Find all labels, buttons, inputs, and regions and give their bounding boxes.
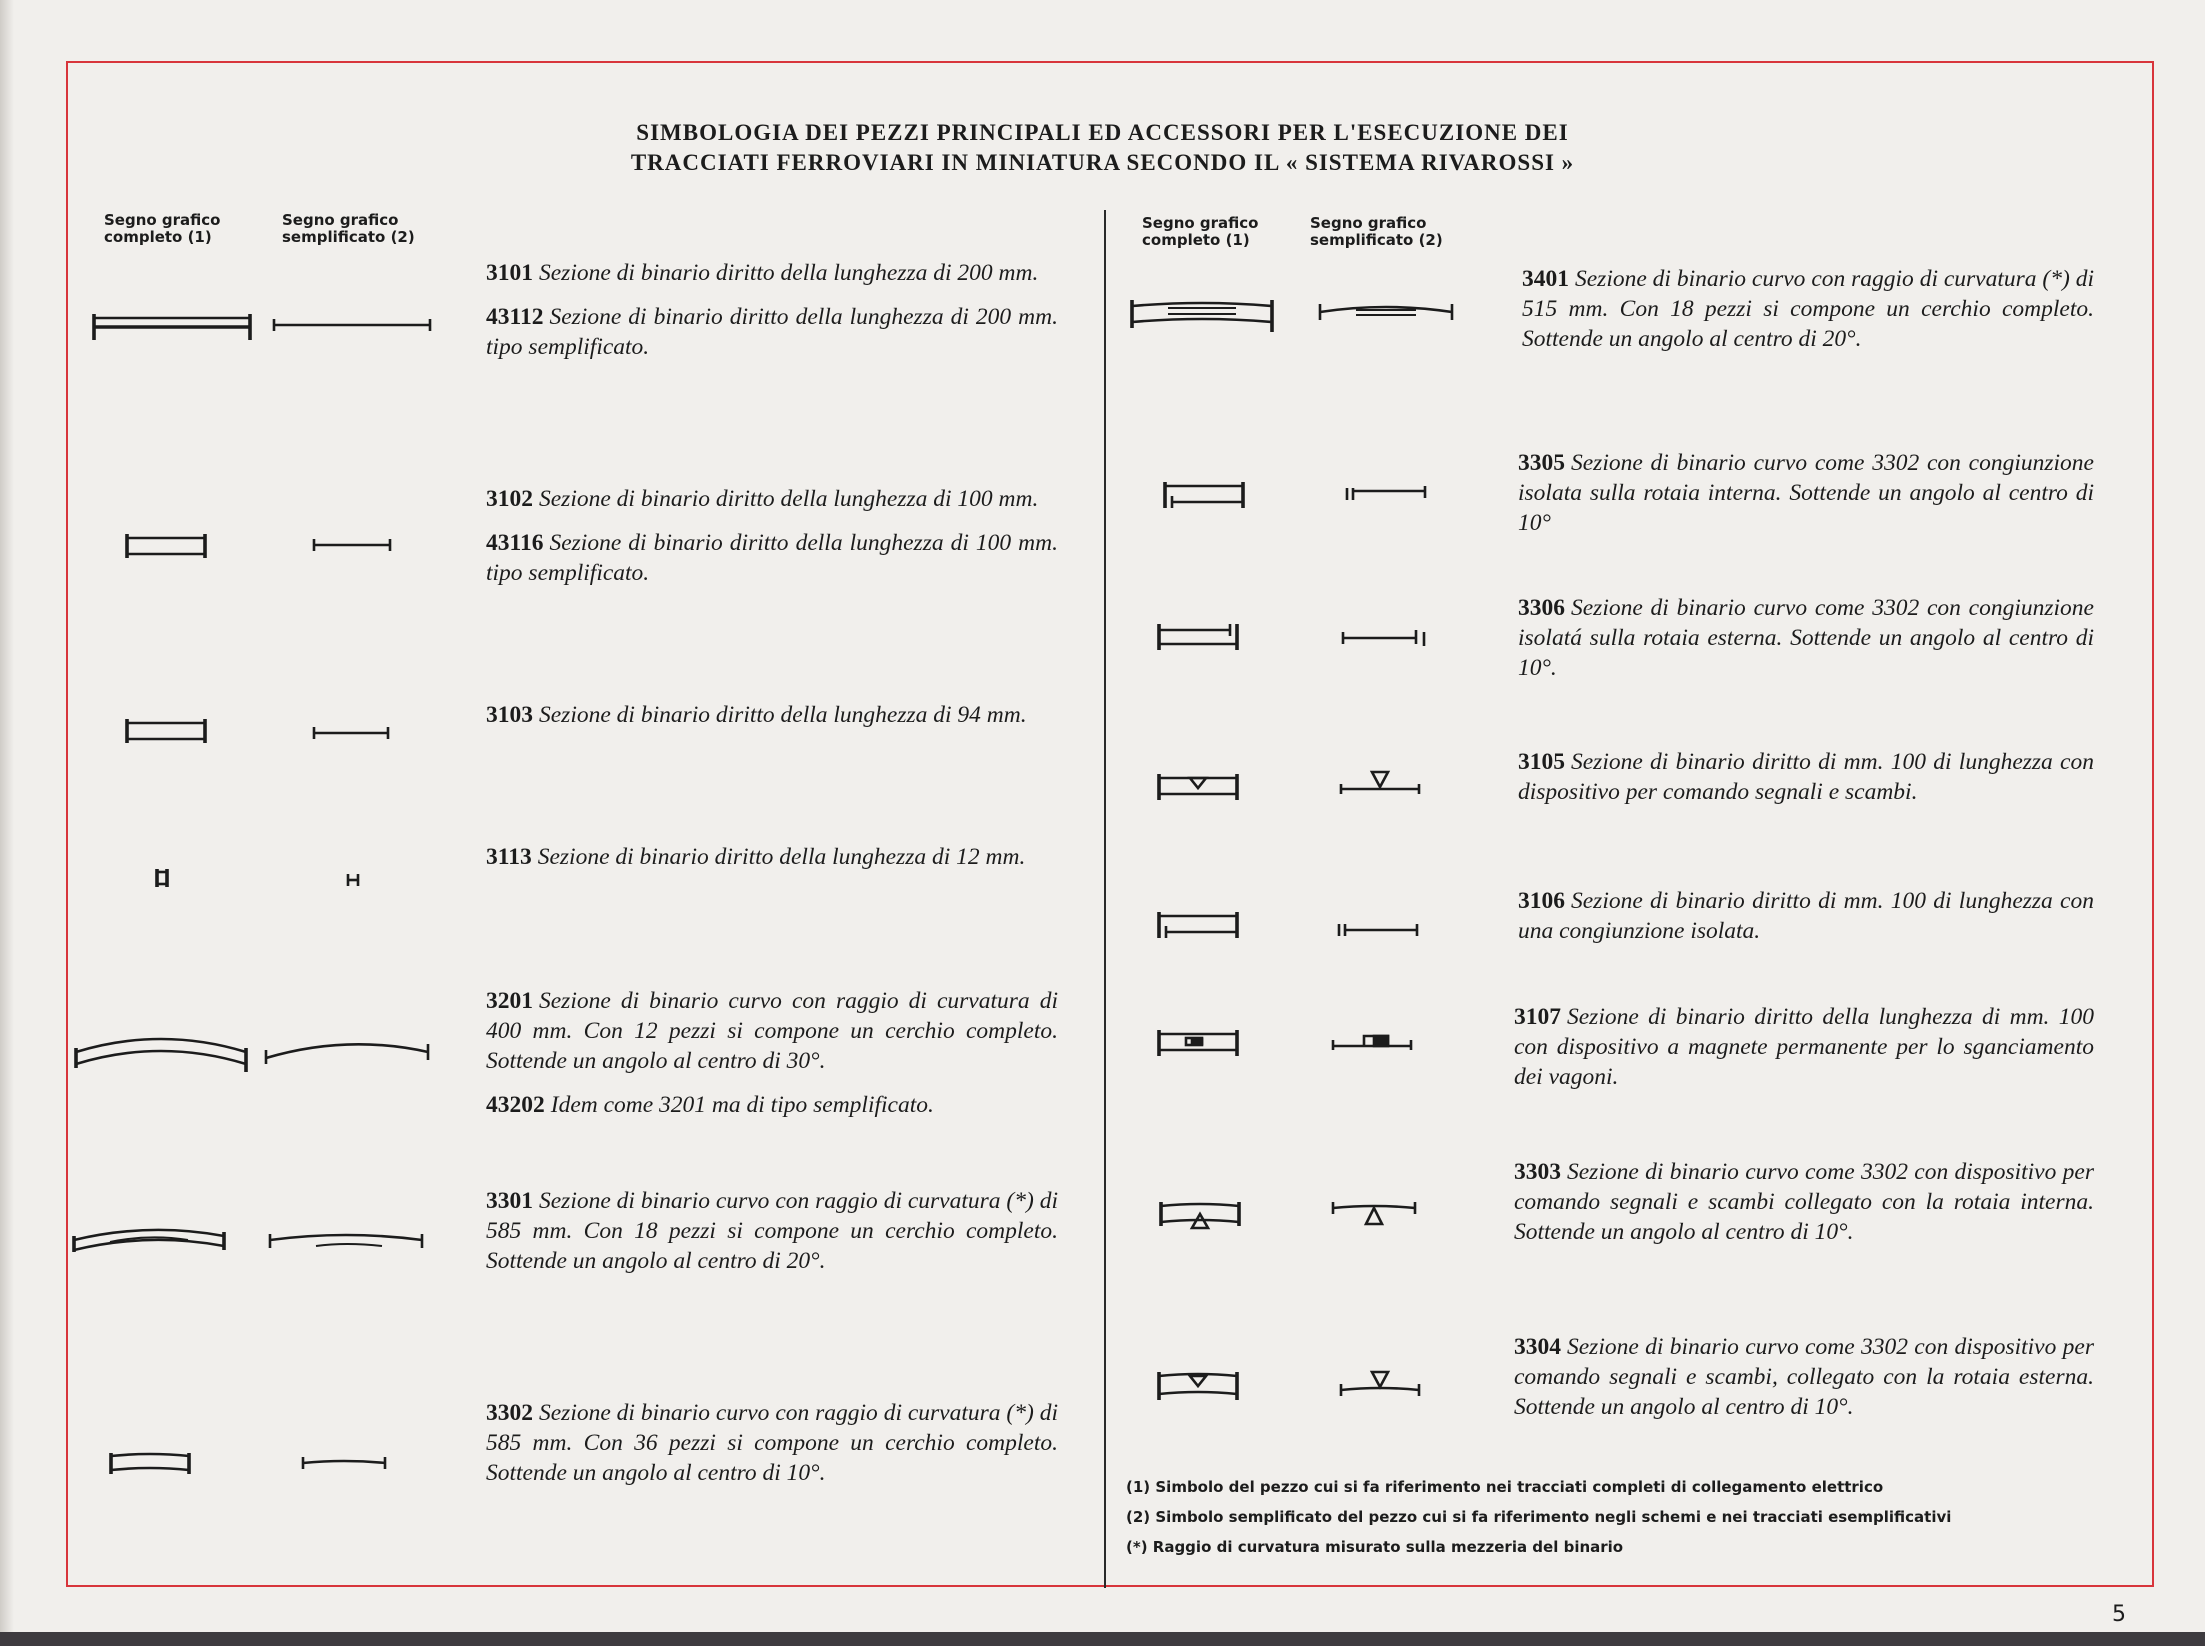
symbol-3106-simplified <box>1336 920 1420 938</box>
symbol-3113-simplified <box>346 873 360 887</box>
left-header-simplified: Segno grafico semplificato (2) <box>282 211 415 246</box>
symbol-3101-complete <box>92 312 252 342</box>
entry-3304: 3304 Sezione di binario curvo come 3302 con dispositivo per comando segnali e scambi, collegato con la rotaia esterna. Sottende un angolo al centro di 10°. <box>1514 1334 2094 1420</box>
entry-3103: 3103 Sezione di binario diritto della lunghezza di 94 mm. <box>486 702 1027 728</box>
symbol-3103-complete <box>125 717 207 745</box>
symbol-3102-simplified <box>312 538 392 552</box>
symbol-3101-simplified <box>272 318 432 332</box>
column-divider <box>1104 210 1106 1588</box>
symbol-3304-complete <box>1156 1370 1240 1402</box>
right-header-simplified: Segno grafico semplificato (2) <box>1310 214 1443 249</box>
footnotes <box>1126 1472 2136 1562</box>
symbol-3302-simplified <box>300 1454 388 1472</box>
symbol-3401-simplified <box>1316 298 1456 322</box>
page-title <box>0 118 2205 178</box>
symbol-3401-complete <box>1128 296 1276 336</box>
symbol-3305-complete <box>1162 480 1246 510</box>
entry-3401: 3401 Sezione di binario curvo con raggio di curvatura (*) di 515 mm. Con 18 pezzi si compone un cerchio completo. Sottende un angolo al centro di 20°. <box>1522 266 2094 352</box>
left-header-complete: Segno grafico completo (1) <box>104 211 221 246</box>
entry-3302: 3302 Sezione di binario curvo con raggio di curvatura (*) di 585 mm. Con 36 pezzi si compone un cerchio completo. Sottende un angolo al centro di 10°. <box>486 1400 1058 1486</box>
symbol-3301-simplified <box>266 1226 426 1254</box>
entry-3301: 3301 Sezione di binario curvo con raggio di curvatura (*) di 585 mm. Con 18 pezzi si compone un cerchio completo. Sottende un angolo al centro di 20°. <box>486 1188 1058 1274</box>
symbol-3102-complete <box>125 532 207 560</box>
page-edge-shadow <box>0 0 14 1646</box>
symbol-3103-simplified <box>312 726 390 740</box>
symbol-3105-simplified <box>1338 770 1422 796</box>
entry-3303: 3303 Sezione di binario curvo come 3302 con dispositivo per comando segnali e scambi collegato con la rotaia interna. Sottende un angolo al centro di 10°. <box>1514 1159 2094 1245</box>
footnote-3: (*) Raggio di curvatura misurato sulla mezzeria del binario <box>1126 1538 1624 1556</box>
symbol-3305-simplified <box>1344 484 1428 502</box>
symbol-3303-complete <box>1158 1200 1242 1232</box>
entry-3105: 3105 Sezione di binario diritto di mm. 100 di lunghezza con dispositivo per comando segnali e scambi. <box>1518 749 2094 805</box>
title-line-1: SIMBOLOGIA DEI PEZZI PRINCIPALI ED ACCESSORI PER L'ESECUZIONE DEI <box>636 120 1569 145</box>
entry-3305: 3305 Sezione di binario curvo come 3302 con congiunzione isolata sulla rotaia interna. Sottende un angolo al centro di 10° <box>1518 450 2094 536</box>
page-bottom-edge <box>0 1632 2205 1646</box>
title-line-2: TRACCIATI FERROVIARI IN MINIATURA SECONDO IL « SISTEMA RIVAROSSI » <box>630 150 1575 175</box>
symbol-3304-simplified <box>1338 1370 1422 1398</box>
symbol-3201-complete <box>72 1030 250 1074</box>
page-number: 5 <box>2112 1602 2126 1627</box>
symbol-3303-simplified <box>1330 1200 1420 1230</box>
right-header-complete: Segno grafico completo (1) <box>1142 214 1259 249</box>
entry-group-3201: 3201 Sezione di binario curvo con raggio di curvatura di 400 mm. Con 12 pezzi si compone un cerchio completo. Sottende un angolo al centro di 30°. 43202 Idem come 3201 ma di tipo semplificato. <box>486 988 1058 1118</box>
symbol-3113-complete <box>155 867 169 889</box>
symbol-3302-complete <box>108 1450 192 1478</box>
footnote-1: (1) Simbolo del pezzo cui si fa riferimento nei tracciati completi di collegamento elettrico <box>1126 1478 1884 1496</box>
symbol-3306-complete <box>1156 622 1240 652</box>
entry-3113: 3113 Sezione di binario diritto della lunghezza di 12 mm. <box>486 844 1026 870</box>
symbol-3107-simplified <box>1330 1028 1414 1052</box>
symbol-3306-simplified <box>1340 628 1428 646</box>
symbol-43202-simplified <box>262 1036 432 1066</box>
symbol-3107-complete <box>1156 1028 1240 1058</box>
entry-3107: 3107 Sezione di binario diritto della lunghezza di mm. 100 con dispositivo a magnete permanente per lo sganciamento dei vagoni. <box>1514 1004 2094 1090</box>
symbol-3106-complete <box>1156 910 1240 940</box>
footnote-2: (2) Simbolo semplificato del pezzo cui si fa riferimento negli schemi e nei tracciati esemplificativi <box>1126 1508 1952 1526</box>
entry-group-3101: 3101 Sezione di binario diritto della lunghezza di 200 mm. 43112 Sezione di binario diritto della lunghezza di 200 mm. tipo semplificato. <box>486 260 1058 360</box>
symbol-3105-complete <box>1156 772 1240 802</box>
symbol-3301-complete <box>70 1222 228 1256</box>
entry-3306: 3306 Sezione di binario curvo come 3302 con congiunzione isolatá sulla rotaia esterna. Sottende un angolo al centro di 10°. <box>1518 595 2094 681</box>
entry-3106: 3106 Sezione di binario diritto di mm. 100 di lunghezza con una congiunzione isolata. <box>1518 888 2094 944</box>
entry-group-3102: 3102 Sezione di binario diritto della lunghezza di 100 mm. 43116 Sezione di binario diritto della lunghezza di 100 mm. tipo semplificato. <box>486 486 1058 586</box>
